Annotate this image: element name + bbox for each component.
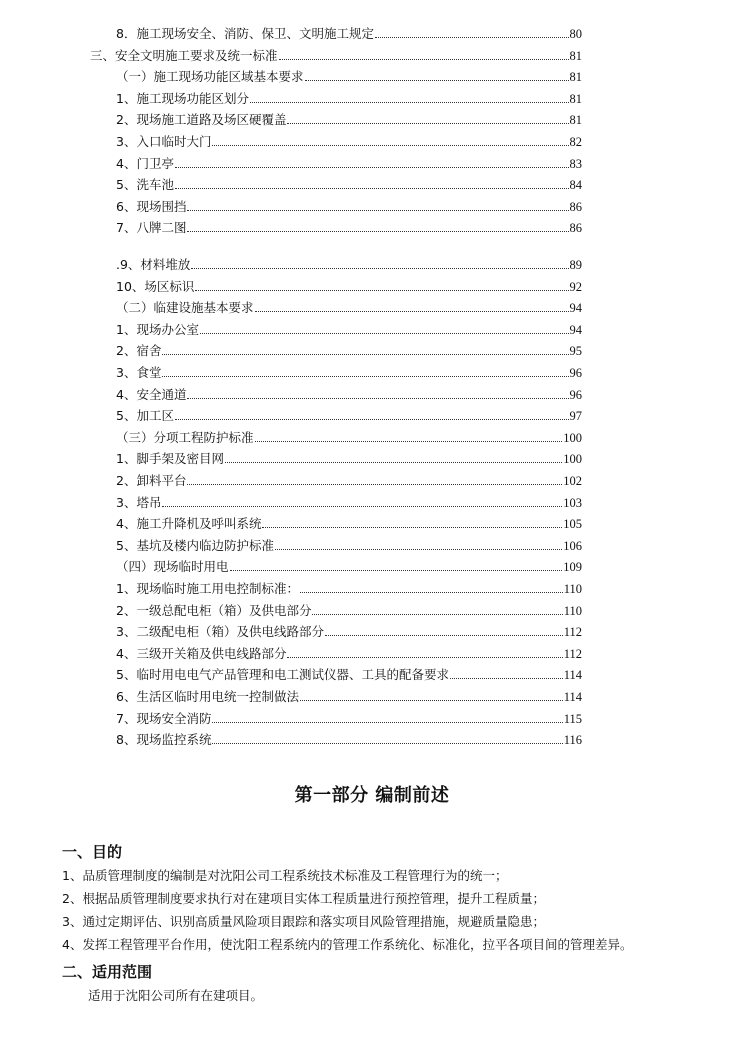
toc-entry (116, 134, 582, 150)
toc-entry-label: 7、八牌二图 (116, 220, 187, 236)
toc-entry-label: 5、临时用电电气产品管理和电工测试仪器、工具的配备要求 (116, 667, 449, 683)
toc-entry-label: 4、施工升降机及呼叫系统 (116, 516, 262, 532)
toc-dot-leader (300, 699, 563, 701)
toc-dot-leader (200, 332, 569, 334)
toc-entry-label: 2、现场施工道路及场区硬覆盖 (116, 112, 287, 128)
toc-entry-page: 82 (569, 135, 582, 149)
toc-entry (116, 538, 582, 554)
section-heading-purpose: 一、目的 (62, 843, 123, 861)
toc-entry (116, 26, 582, 42)
toc-dot-leader (191, 267, 568, 269)
toc-dot-leader (275, 548, 562, 550)
toc-dot-leader (225, 461, 562, 463)
toc-dot-leader (212, 144, 568, 146)
toc-entry-label: 3、二级配电柜（箱）及供电线路部分 (116, 624, 324, 640)
toc-entry-page: 86 (569, 199, 582, 214)
toc-dot-leader (230, 569, 563, 571)
toc-entry-page: 96 (569, 387, 582, 402)
toc-entry-label: 三、安全文明施工要求及统一标准 (90, 47, 278, 63)
toc-entry-page: 80 (569, 27, 582, 41)
toc-entry-page: 81 (569, 91, 582, 106)
toc-entry-page: 86 (569, 221, 582, 236)
toc-entry-label: 2、卸料平台 (116, 473, 187, 488)
toc-entry-label: 5、洗车池 (116, 177, 174, 193)
toc-dot-leader (162, 505, 562, 507)
toc-entry (116, 199, 582, 215)
toc-dot-leader (195, 289, 568, 291)
toc-dot-leader (162, 375, 568, 377)
toc-dot-leader (187, 397, 568, 399)
toc-entry-label: 6、现场围挡 (116, 198, 187, 214)
toc-entry-label: 10、场区标识 (116, 278, 195, 294)
toc-entry (116, 732, 582, 748)
toc-entry (116, 451, 582, 467)
toc-entry (116, 156, 582, 172)
toc-entry-label: 1、施工现场功能区划分 (116, 90, 249, 106)
toc-entry-page: 95 (569, 344, 582, 359)
toc-entry-page: 112 (563, 646, 582, 661)
toc-entry-page: 81 (569, 113, 582, 128)
toc-dot-leader (187, 230, 568, 232)
part-title: 第一部分 编制前述 (294, 785, 450, 806)
toc-dot-leader (175, 187, 569, 189)
toc-entry (90, 48, 582, 64)
toc-entry-page: 114 (563, 668, 582, 683)
toc-entry-page: 92 (569, 279, 582, 294)
toc-dot-leader (325, 634, 563, 636)
toc-entry-label: 4、门卫亭 (116, 155, 174, 171)
toc-entry (116, 624, 582, 640)
purpose-line-2: 2、根据品质管理制度要求执行对在建项目实体工程质量进行预控管理，提升工程质量； (62, 891, 545, 906)
toc-dot-leader (187, 483, 562, 485)
toc-entry-page: 84 (569, 178, 582, 193)
purpose-line-4: 4、发挥工程管理平台作用，使沈阳工程系统内的管理工作系统化、标准化，拉平各项目间的管理差异。 (62, 937, 633, 952)
toc-entry-page: 94 (569, 322, 582, 337)
toc-entry-page: 110 (563, 603, 582, 618)
toc-entry (116, 408, 582, 424)
toc-entry (116, 559, 582, 575)
toc-entry (116, 300, 582, 316)
toc-entry-label: 1、脚手架及密目网 (116, 451, 224, 467)
toc-dot-leader (312, 613, 562, 615)
toc-dot-leader (255, 310, 569, 312)
toc-entry-label: 3、入口临时大门 (116, 134, 212, 149)
toc-entry-label: 4、安全通道 (116, 386, 187, 402)
toc-dot-leader (305, 79, 569, 81)
toc-entry (116, 343, 582, 359)
toc-entry-page: 110 (563, 582, 582, 596)
toc-entry (116, 430, 582, 446)
toc-entry (116, 581, 582, 597)
toc-entry-page: 81 (569, 48, 582, 63)
toc-entry (116, 689, 582, 705)
toc-entry (116, 667, 582, 683)
toc-entry (116, 279, 582, 295)
toc-entry (116, 603, 582, 619)
toc-entry-label: 8．施工现场安全、消防、保卫、文明施工规定 (116, 26, 374, 41)
toc-entry-label: （一）施工现场功能区域基本要求 (116, 69, 304, 85)
toc-entry-page: 112 (563, 625, 582, 640)
toc-entry (116, 112, 582, 128)
toc-entry-page: 100 (563, 452, 582, 467)
toc-entry-page: 103 (563, 495, 582, 510)
toc-entry-label: 5、加工区 (116, 408, 174, 424)
toc-entry (116, 473, 582, 489)
toc-entry-label: 6、生活区临时用电统一控制做法 (116, 689, 299, 704)
toc-entry (116, 646, 582, 662)
toc-entry-page: 94 (569, 301, 582, 316)
scope-text: 适用于沈阳公司所有在建项目。 (88, 988, 264, 1003)
toc-entry (116, 69, 582, 85)
toc-dot-leader (212, 721, 562, 723)
purpose-line-1: 1、品质管理制度的编制是对沈阳公司工程系统技术标准及工程管理行为的统一； (62, 868, 508, 883)
toc-dot-leader (187, 209, 568, 211)
toc-entry (116, 322, 582, 338)
toc-entry-page: 115 (563, 711, 582, 726)
toc-dot-leader (250, 101, 569, 103)
toc-entry-page: 89 (569, 258, 582, 272)
toc-entry-label: （三）分项工程防护标准 (116, 429, 254, 445)
toc-entry-page: 81 (569, 70, 582, 85)
toc-entry (116, 495, 582, 511)
toc-dot-leader (212, 742, 562, 744)
purpose-line-3: 3、通过定期评估、识别高质量风险项目跟踪和落实项目风险管理措施，规避质量隐患； (62, 914, 545, 929)
toc-entry (116, 516, 582, 532)
toc-entry-label: 3、食堂 (116, 365, 162, 380)
toc-entry-page: 97 (569, 409, 582, 424)
toc-entry-page: 109 (563, 560, 582, 575)
toc-entry-label: 1、现场办公室 (116, 321, 199, 337)
toc-entry-page: 83 (569, 156, 582, 171)
toc-entry-page: 96 (569, 366, 582, 380)
toc-entry (116, 711, 582, 727)
toc-entry (116, 177, 582, 193)
toc-dot-leader (279, 58, 569, 60)
toc-dot-leader (162, 353, 568, 355)
toc-entry-label: 2、宿舍 (116, 343, 162, 359)
section-heading-scope: 二、适用范围 (62, 963, 153, 981)
toc-dot-leader (175, 166, 569, 168)
toc-dot-leader (262, 526, 562, 528)
toc-entry-label: 2、一级总配电柜（箱）及供电部分 (116, 602, 312, 618)
toc-dot-leader (375, 36, 569, 38)
toc-entry-label: （二）临建设施基本要求 (116, 300, 254, 316)
toc-entry (116, 220, 582, 236)
toc-entry-label: 4、三级开关箱及供电线路部分 (116, 645, 287, 661)
toc-entry-label: 1、现场临时施工用电控制标准： (116, 581, 299, 596)
toc-entry-label: （四）现场临时用电 (116, 559, 229, 575)
toc-entry-label: 7、现场安全消防 (116, 710, 212, 726)
toc-entry (116, 365, 582, 381)
toc-entry (116, 257, 582, 273)
toc-entry (116, 91, 582, 107)
toc-entry-page: 106 (563, 538, 582, 553)
toc-dot-leader (175, 418, 569, 420)
toc-entry-page: 100 (563, 430, 582, 445)
toc-dot-leader (450, 677, 563, 679)
toc-entry-page: 102 (563, 474, 582, 488)
toc-dot-leader (300, 591, 563, 593)
toc-dot-leader (255, 440, 563, 442)
toc-entry-page: 105 (563, 517, 582, 532)
toc-entry-page: 116 (563, 733, 582, 748)
toc-dot-leader (287, 122, 568, 124)
toc-entry-page: 114 (563, 690, 582, 704)
toc-entry-label: .9、材料堆放 (116, 257, 191, 272)
toc-entry-label: 8、现场监控系统 (116, 732, 212, 748)
toc-entry (116, 387, 582, 403)
toc-dot-leader (287, 656, 562, 658)
toc-entry-label: 3、塔吊 (116, 494, 162, 510)
toc-entry-label: 5、基坑及楼内临边防护标准 (116, 537, 274, 553)
